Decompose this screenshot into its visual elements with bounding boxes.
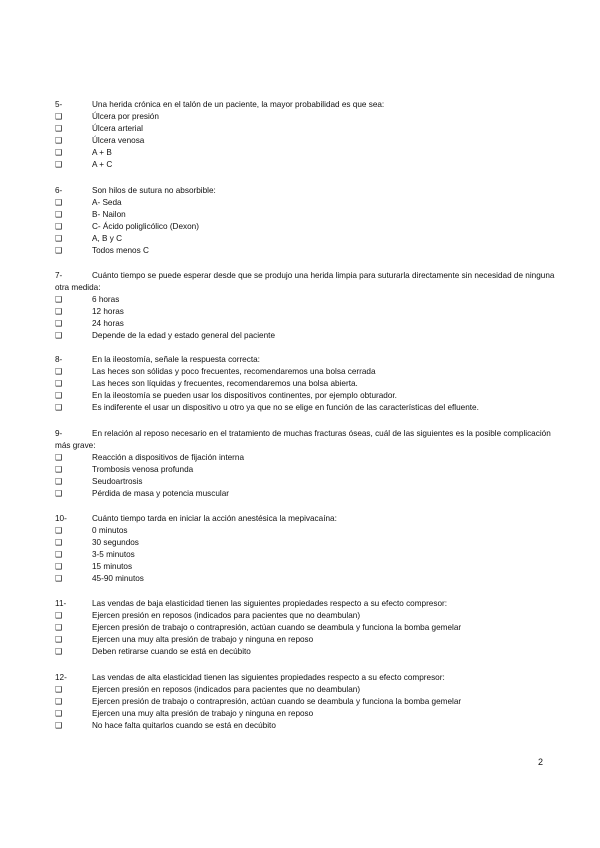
option-label: Ejercen presión de trabajo o contrapresión, actúan cuando se deambula y funciona la bomba gemelar bbox=[92, 697, 462, 707]
question-stem: En la ileostomía, señale la respuesta correcta: bbox=[92, 355, 260, 364]
question-number: 6- bbox=[55, 186, 63, 195]
answer-option[interactable] bbox=[55, 294, 555, 306]
checkbox-icon[interactable]: ❑ bbox=[55, 234, 63, 244]
answer-option[interactable] bbox=[55, 306, 555, 318]
option-label: Ejercen presión en reposos (indicados para pacientes que no deambulan) bbox=[92, 611, 361, 621]
question-number: 8- bbox=[55, 355, 63, 364]
answer-option[interactable] bbox=[55, 233, 555, 245]
answer-option[interactable] bbox=[55, 366, 555, 378]
checkbox-icon[interactable]: ❑ bbox=[55, 623, 63, 633]
option-label: A + B bbox=[92, 148, 112, 158]
answer-option[interactable] bbox=[55, 330, 555, 342]
question-number: 12- bbox=[55, 673, 67, 682]
option-label: Úlcera venosa bbox=[92, 136, 145, 146]
option-label: Pérdida de masa y potencia muscular bbox=[92, 489, 229, 499]
question-stem: En relación al reposo necesario en el tratamiento de muchas fracturas óseas, cuál de las siguientes es la posible complicación más grave: bbox=[55, 429, 551, 451]
question-stem-line bbox=[55, 428, 555, 452]
checkbox-icon[interactable]: ❑ bbox=[55, 391, 63, 401]
answer-option[interactable] bbox=[55, 135, 555, 147]
checkbox-icon[interactable]: ❑ bbox=[55, 295, 63, 305]
option-label: 12 horas bbox=[92, 307, 124, 317]
checkbox-icon[interactable]: ❑ bbox=[55, 124, 63, 134]
answer-option[interactable] bbox=[55, 525, 555, 537]
checkbox-icon[interactable]: ❑ bbox=[55, 198, 63, 208]
checkbox-icon[interactable]: ❑ bbox=[55, 477, 63, 487]
checkbox-icon[interactable]: ❑ bbox=[55, 550, 63, 560]
checkbox-icon[interactable]: ❑ bbox=[55, 246, 63, 256]
answer-option[interactable] bbox=[55, 245, 555, 257]
answer-option[interactable] bbox=[55, 221, 555, 233]
option-label: Las heces son líquidas y frecuentes, recomendaremos una bolsa abierta. bbox=[92, 379, 358, 389]
question-stem-line bbox=[55, 598, 555, 610]
answer-option[interactable] bbox=[55, 573, 555, 585]
checkbox-icon[interactable]: ❑ bbox=[55, 160, 63, 170]
question-8 bbox=[55, 354, 555, 414]
question-stem: Las vendas de baja elasticidad tienen las siguientes propiedades respecto a su efecto compresor: bbox=[92, 599, 448, 608]
question-6 bbox=[55, 185, 555, 258]
answer-option[interactable] bbox=[55, 561, 555, 573]
question-stem: Cuánto tiempo se puede esperar desde que se produjo una herida limpia para suturarla directamente sin necesidad de ninguna otra medida: bbox=[55, 271, 555, 293]
checkbox-icon[interactable]: ❑ bbox=[55, 709, 63, 719]
answer-option[interactable] bbox=[55, 488, 555, 500]
answer-option[interactable] bbox=[55, 610, 555, 622]
option-label: No hace falta quitarlos cuando se está en decúbito bbox=[92, 721, 276, 731]
option-label: Úlcera por presión bbox=[92, 112, 159, 122]
checkbox-icon[interactable]: ❑ bbox=[55, 307, 63, 317]
question-number: 5- bbox=[55, 100, 63, 109]
option-label: 30 segundos bbox=[92, 538, 139, 548]
question-stem-line bbox=[55, 672, 555, 684]
answer-option[interactable] bbox=[55, 708, 555, 720]
checkbox-icon[interactable]: ❑ bbox=[55, 685, 63, 695]
question-7 bbox=[55, 270, 555, 343]
checkbox-icon[interactable]: ❑ bbox=[55, 136, 63, 146]
checkbox-icon[interactable]: ❑ bbox=[55, 465, 63, 475]
page-number: 2 bbox=[538, 757, 544, 767]
option-label: Las heces son sólidas y poco frecuentes, recomendaremos una bolsa cerrada bbox=[92, 367, 376, 377]
answer-option[interactable] bbox=[55, 537, 555, 549]
option-label: Reacción a dispositivos de fijación interna bbox=[92, 453, 245, 463]
checkbox-icon[interactable]: ❑ bbox=[55, 526, 63, 536]
answer-option[interactable] bbox=[55, 147, 555, 159]
answer-option[interactable] bbox=[55, 476, 555, 488]
answer-option[interactable] bbox=[55, 111, 555, 123]
answer-option[interactable] bbox=[55, 634, 555, 646]
checkbox-icon[interactable]: ❑ bbox=[55, 635, 63, 645]
checkbox-icon[interactable]: ❑ bbox=[55, 367, 63, 377]
answer-option[interactable] bbox=[55, 684, 555, 696]
question-stem-line bbox=[55, 185, 555, 197]
checkbox-icon[interactable]: ❑ bbox=[55, 562, 63, 572]
question-stem: Una herida crónica en el talón de un paciente, la mayor probabilidad es que sea: bbox=[92, 100, 385, 109]
question-stem-line bbox=[55, 99, 555, 111]
checkbox-icon[interactable]: ❑ bbox=[55, 721, 63, 731]
answer-option[interactable] bbox=[55, 318, 555, 330]
option-label: Ejercen presión de trabajo o contrapresión, actúan cuando se deambula y funciona la bomba gemelar bbox=[92, 623, 462, 633]
option-label: C- Ácido poliglicólico (Dexon) bbox=[92, 222, 199, 232]
option-label: Todos menos C bbox=[92, 246, 149, 256]
checkbox-icon[interactable]: ❑ bbox=[55, 574, 63, 584]
checkbox-icon[interactable]: ❑ bbox=[55, 611, 63, 621]
option-label: A + C bbox=[92, 160, 113, 170]
question-stem: Son hilos de sutura no absorbible: bbox=[92, 186, 216, 195]
answer-option[interactable] bbox=[55, 622, 555, 634]
answer-option[interactable] bbox=[55, 549, 555, 561]
answer-option[interactable] bbox=[55, 464, 555, 476]
answer-option[interactable] bbox=[55, 452, 555, 464]
checkbox-icon[interactable]: ❑ bbox=[55, 453, 63, 463]
question-stem: Cuánto tiempo tarda en iniciar la acción anestésica la mepivacaína: bbox=[92, 514, 337, 523]
answer-option[interactable] bbox=[55, 720, 555, 732]
option-label: En la ileostomía se pueden usar los dispositivos continentes, por ejemplo obturador. bbox=[92, 391, 397, 401]
option-label: 3-5 minutos bbox=[92, 550, 135, 560]
answer-option[interactable] bbox=[55, 696, 555, 708]
checkbox-icon[interactable]: ❑ bbox=[55, 112, 63, 122]
option-label: Ejercen presión en reposos (indicados para pacientes que no deambulan) bbox=[92, 685, 361, 695]
checkbox-icon[interactable]: ❑ bbox=[55, 538, 63, 548]
checkbox-icon[interactable]: ❑ bbox=[55, 647, 63, 657]
option-label: Es indiferente el usar un dispositivo u otro ya que no se elige en función de las características del efluente. bbox=[92, 403, 479, 413]
option-label: A, B y C bbox=[92, 234, 123, 244]
option-label: 6 horas bbox=[92, 295, 120, 305]
question-stem-line bbox=[55, 513, 555, 525]
question-9 bbox=[55, 428, 555, 501]
option-label: Trombosis venosa profunda bbox=[92, 465, 194, 475]
question-number: 10- bbox=[55, 514, 67, 523]
option-label: Deben retirarse cuando se está en decúbito bbox=[92, 647, 251, 657]
option-label: 24 horas bbox=[92, 319, 124, 329]
option-label: B- Nailon bbox=[92, 210, 126, 220]
question-11 bbox=[55, 598, 555, 658]
question-10 bbox=[55, 513, 555, 586]
option-label: 15 minutos bbox=[92, 562, 133, 572]
checkbox-icon[interactable]: ❑ bbox=[55, 222, 63, 232]
answer-option[interactable] bbox=[55, 646, 555, 658]
option-label: Úlcera arterial bbox=[92, 124, 143, 134]
checkbox-icon[interactable]: ❑ bbox=[55, 148, 63, 158]
checkbox-icon[interactable]: ❑ bbox=[55, 331, 63, 341]
checkbox-icon[interactable]: ❑ bbox=[55, 210, 63, 220]
answer-option[interactable] bbox=[55, 402, 555, 414]
answer-option[interactable] bbox=[55, 197, 555, 209]
checkbox-icon[interactable]: ❑ bbox=[55, 697, 63, 707]
checkbox-icon[interactable]: ❑ bbox=[55, 319, 63, 329]
option-label: Seudoartrosis bbox=[92, 477, 143, 487]
option-label: 45-90 minutos bbox=[92, 574, 144, 584]
question-stem-line bbox=[55, 270, 555, 294]
checkbox-icon[interactable]: ❑ bbox=[55, 403, 63, 413]
question-number: 7- bbox=[55, 271, 63, 280]
option-label: A- Seda bbox=[92, 198, 122, 208]
question-5 bbox=[55, 99, 555, 172]
option-label: 0 minutos bbox=[92, 526, 128, 536]
answer-option[interactable] bbox=[55, 159, 555, 171]
answer-option[interactable] bbox=[55, 123, 555, 135]
question-number: 11- bbox=[55, 599, 67, 608]
option-label: Ejercen una muy alta presión de trabajo y ninguna en reposo bbox=[92, 709, 314, 719]
question-stem-line bbox=[55, 354, 555, 366]
option-label: Ejercen una muy alta presión de trabajo y ninguna en reposo bbox=[92, 635, 314, 645]
answer-option[interactable] bbox=[55, 209, 555, 221]
question-number: 9- bbox=[55, 429, 63, 438]
answer-option[interactable] bbox=[55, 378, 555, 390]
checkbox-icon[interactable]: ❑ bbox=[55, 379, 63, 389]
question-stem: Las vendas de alta elasticidad tienen las siguientes propiedades respecto a su efecto compresor: bbox=[92, 673, 445, 682]
question-12 bbox=[55, 672, 555, 732]
checkbox-icon[interactable]: ❑ bbox=[55, 489, 63, 499]
answer-option[interactable] bbox=[55, 390, 555, 402]
option-label: Depende de la edad y estado general del paciente bbox=[92, 331, 275, 341]
